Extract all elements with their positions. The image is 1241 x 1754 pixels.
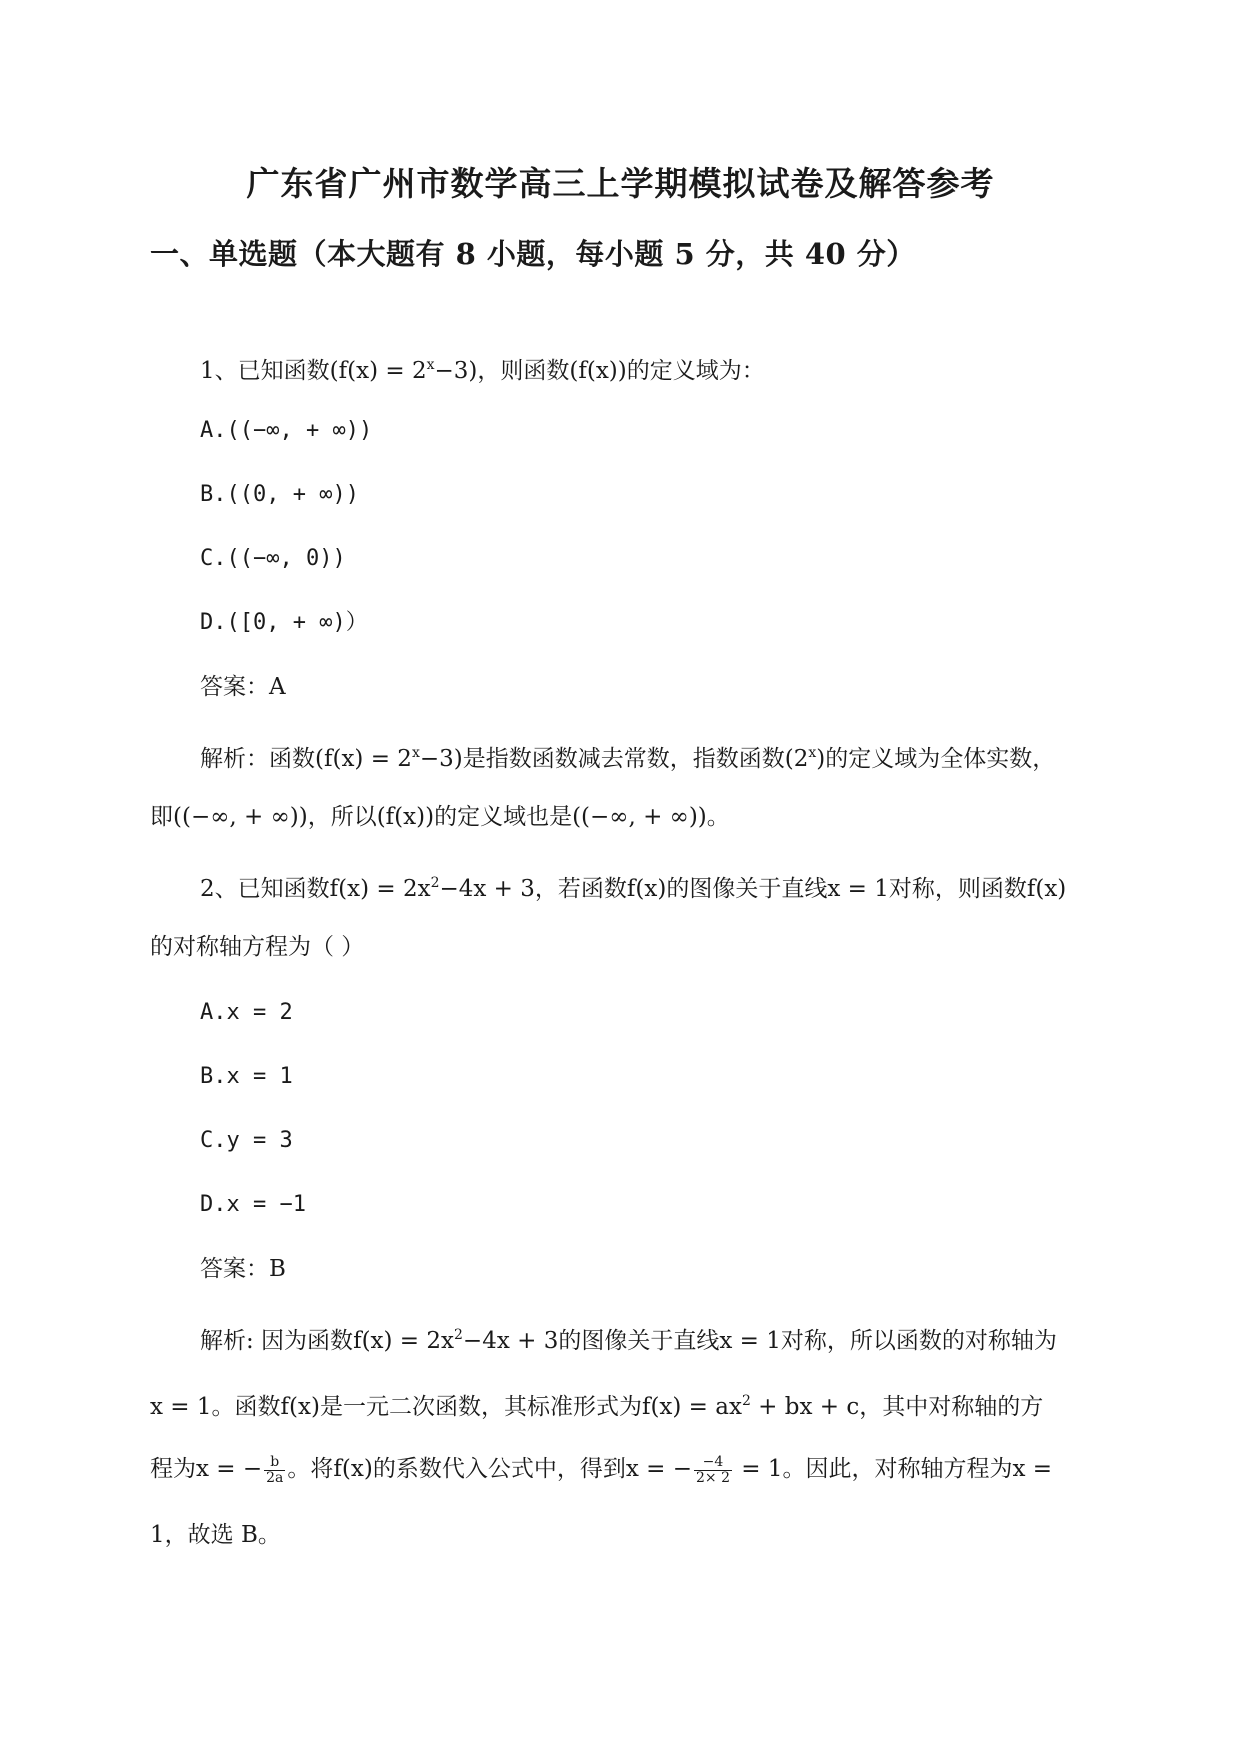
section-heading: 一、单选题（本大题有 8 小题，每小题 5 分，共 40 分） <box>150 237 916 271</box>
question-1-option-c: C.((−∞, 0)) <box>200 546 346 571</box>
question-2-explanation-line-2: x = 1。函数f(x)是一元二次函数，其标准形式为$f(x) = ax^2$ + bx + c，其中对称轴的方 <box>150 1393 1044 1420</box>
question-2-explanation-line-1: 解析: 因为函数$f(x) = 2x^2-4x + 3$的图像关于直线x = 1对称，所以函数的对称轴为 <box>200 1327 1057 1354</box>
question-2-explanation-line-4: 1，故选 B。 <box>150 1522 281 1548</box>
question-2-option-a: A.x = 2 <box>200 1000 293 1025</box>
question-2-option-d: D.x = −1 <box>200 1192 306 1217</box>
question-2-stem-line-2: 的对称轴方程为（ ） <box>150 934 365 960</box>
question-1-option-d: D.([0, + ∞)） <box>200 610 368 635</box>
fraction-minus4-over-2x2: $\frac{-4}{2\times 2}$ <box>695 1453 730 1486</box>
question-2-option-c: C.y = 3 <box>200 1128 293 1153</box>
fraction-b-over-2a: $\frac{b}{2a}$ <box>266 1453 284 1486</box>
document-title: 广东省广州市数学高三上学期模拟试卷及解答参考 <box>246 164 995 203</box>
question-2-answer: 答案：B <box>200 1256 286 1282</box>
question-1-answer: 答案：A <box>200 674 286 700</box>
question-1-option-b: B.((0, + ∞)) <box>200 482 359 507</box>
question-1-explanation-line-2: 即((−∞, + ∞))，所以(f(x))的定义域也是((−∞, + ∞))。 <box>150 804 730 830</box>
question-2-stem-line-1: 2、已知函数$f(x) = 2x^2-4x + 3$，若函数f(x)的图像关于直线x = 1对称，则函数f(x) <box>200 875 1067 902</box>
question-1-stem: 1、已知函数$(f(x) = 2^x-3)$，则函数(f(x))的定义域为： <box>200 357 765 384</box>
question-1-option-a: A.((−∞, + ∞)) <box>200 418 373 443</box>
question-2-option-b: B.x = 1 <box>200 1064 293 1089</box>
question-2-explanation-line-3: 程为x = − $\frac{b}{2a}$ 。将f(x)的系数代入公式中，得到x = − $\frac{-4}{2\times 2}$ = 1。因此，对称轴方程为x = <box>150 1453 1053 1486</box>
question-1-explanation-line-1: 解析：函数$(f(x) = 2^x-3)$是指数函数减去常数，指数函数(2$^x$)的定义域为全体实数， <box>200 745 1056 772</box>
